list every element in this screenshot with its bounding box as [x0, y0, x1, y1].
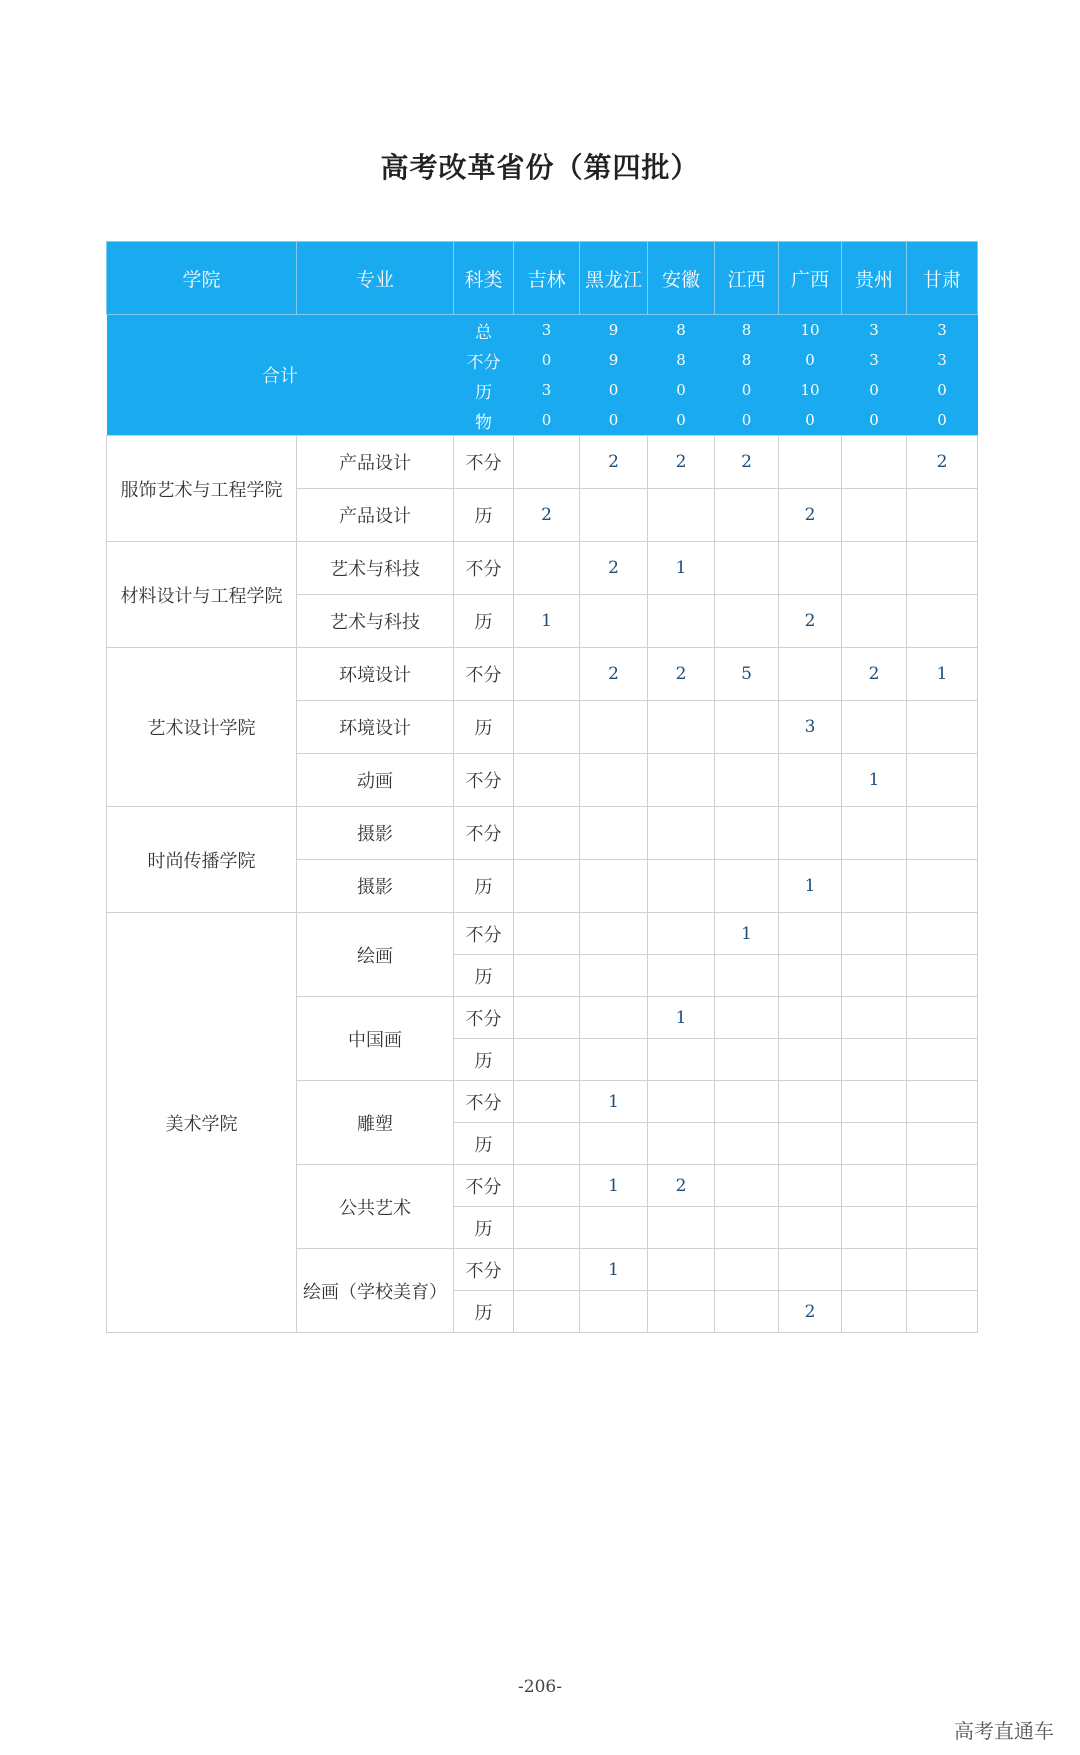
totals-cell: 3 [907, 315, 978, 346]
major-cell: 产品设计 [297, 436, 454, 489]
table-row [107, 807, 978, 860]
count-cell [907, 489, 978, 542]
count-cell [514, 1207, 580, 1249]
count-cell: 2 [648, 1165, 715, 1207]
count-cell [907, 1081, 978, 1123]
count-cell: 1 [842, 754, 907, 807]
subject-cell: 历 [454, 489, 514, 542]
major-cell: 环境设计 [297, 701, 454, 754]
count-cell [580, 1123, 648, 1165]
count-cell [715, 1207, 779, 1249]
count-cell [715, 701, 779, 754]
count-cell [514, 807, 580, 860]
totals-cell: 0 [514, 405, 580, 436]
count-cell [779, 648, 842, 701]
count-cell [779, 1207, 842, 1249]
count-cell [514, 1081, 580, 1123]
count-cell [514, 1123, 580, 1165]
subject-cell: 不分 [454, 436, 514, 489]
totals-cell: 0 [715, 405, 779, 436]
totals-cell: 8 [715, 315, 779, 346]
totals-cell: 0 [779, 345, 842, 375]
totals-cell: 8 [648, 345, 715, 375]
count-cell: 5 [715, 648, 779, 701]
header-subject: 科类 [454, 242, 514, 315]
header-province: 甘肃 [907, 242, 978, 315]
count-cell [842, 542, 907, 595]
count-cell: 3 [779, 701, 842, 754]
totals-cell: 9 [580, 315, 648, 346]
totals-cell: 3 [907, 345, 978, 375]
count-cell: 2 [715, 436, 779, 489]
major-cell: 艺术与科技 [297, 542, 454, 595]
totals-cell: 0 [907, 405, 978, 436]
count-cell [842, 1291, 907, 1333]
count-cell [779, 754, 842, 807]
count-cell [842, 997, 907, 1039]
enrollment-table [106, 241, 978, 1333]
table-row [107, 913, 978, 955]
subject-cell: 历 [454, 1207, 514, 1249]
count-cell [715, 1291, 779, 1333]
totals-section [107, 315, 978, 436]
subject-cell: 历 [454, 860, 514, 913]
count-cell [580, 860, 648, 913]
table-body [107, 436, 978, 1333]
count-cell [842, 701, 907, 754]
subject-cell: 历 [454, 701, 514, 754]
header-province: 黑龙江 [580, 242, 648, 315]
count-cell [648, 754, 715, 807]
count-cell [779, 1081, 842, 1123]
count-cell [907, 1291, 978, 1333]
count-cell [715, 595, 779, 648]
count-cell [648, 1249, 715, 1291]
count-cell [514, 754, 580, 807]
totals-row [107, 315, 978, 346]
college-cell: 艺术设计学院 [107, 648, 297, 807]
count-cell: 2 [779, 489, 842, 542]
major-cell: 摄影 [297, 807, 454, 860]
count-cell [514, 1165, 580, 1207]
table-row [107, 648, 978, 701]
totals-cell: 0 [580, 375, 648, 405]
count-cell [580, 955, 648, 997]
count-cell [779, 1165, 842, 1207]
header-college: 学院 [107, 242, 297, 315]
count-cell [842, 913, 907, 955]
count-cell [842, 1123, 907, 1165]
totals-cell: 3 [842, 345, 907, 375]
count-cell: 2 [907, 436, 978, 489]
count-cell [907, 542, 978, 595]
count-cell [715, 754, 779, 807]
header-province: 安徽 [648, 242, 715, 315]
count-cell [514, 955, 580, 997]
count-cell: 2 [779, 1291, 842, 1333]
count-cell: 1 [580, 1165, 648, 1207]
count-cell [648, 701, 715, 754]
count-cell [842, 1249, 907, 1291]
count-cell: 2 [779, 595, 842, 648]
count-cell [580, 1039, 648, 1081]
count-cell [514, 701, 580, 754]
count-cell [907, 1207, 978, 1249]
count-cell [907, 595, 978, 648]
count-cell [514, 913, 580, 955]
totals-cell: 0 [842, 375, 907, 405]
count-cell: 2 [648, 648, 715, 701]
count-cell [779, 955, 842, 997]
count-cell [907, 807, 978, 860]
count-cell [842, 860, 907, 913]
count-cell [907, 701, 978, 754]
major-cell: 产品设计 [297, 489, 454, 542]
totals-cell: 3 [514, 315, 580, 346]
count-cell [715, 955, 779, 997]
college-cell: 时尚传播学院 [107, 807, 297, 913]
watermark: 高考直通车 [954, 1719, 1054, 1743]
count-cell [779, 1123, 842, 1165]
count-cell: 2 [842, 648, 907, 701]
count-cell: 2 [580, 648, 648, 701]
major-cell: 环境设计 [297, 648, 454, 701]
subject-cell: 不分 [454, 754, 514, 807]
count-cell [907, 913, 978, 955]
count-cell [907, 1249, 978, 1291]
subject-cell: 历 [454, 1291, 514, 1333]
subject-cell: 历 [454, 1123, 514, 1165]
count-cell [715, 997, 779, 1039]
count-cell: 1 [907, 648, 978, 701]
count-cell [907, 860, 978, 913]
subject-cell: 不分 [454, 997, 514, 1039]
count-cell [648, 489, 715, 542]
count-cell [907, 1039, 978, 1081]
count-cell [514, 1039, 580, 1081]
count-cell [907, 1165, 978, 1207]
count-cell [779, 1039, 842, 1081]
subject-cell: 不分 [454, 913, 514, 955]
count-cell [842, 1039, 907, 1081]
count-cell [648, 1039, 715, 1081]
count-cell [580, 1207, 648, 1249]
count-cell [648, 1207, 715, 1249]
count-cell [779, 542, 842, 595]
count-cell [580, 701, 648, 754]
count-cell: 1 [580, 1081, 648, 1123]
count-cell [907, 955, 978, 997]
subject-cell: 历 [454, 1039, 514, 1081]
count-cell [514, 436, 580, 489]
count-cell [648, 955, 715, 997]
count-cell [842, 489, 907, 542]
count-cell [715, 1123, 779, 1165]
count-cell [514, 997, 580, 1039]
totals-cell: 0 [715, 375, 779, 405]
subject-cell: 不分 [454, 1165, 514, 1207]
subject-cell: 不分 [454, 1249, 514, 1291]
count-cell [514, 648, 580, 701]
totals-cell: 0 [648, 375, 715, 405]
totals-cell: 10 [779, 315, 842, 346]
subject-cell: 不分 [454, 542, 514, 595]
totals-cell: 3 [842, 315, 907, 346]
totals-kind: 历 [454, 375, 514, 405]
major-cell: 中国画 [297, 997, 454, 1081]
major-cell: 摄影 [297, 860, 454, 913]
count-cell [648, 1291, 715, 1333]
subject-cell: 历 [454, 955, 514, 997]
table-row [107, 436, 978, 489]
count-cell [648, 913, 715, 955]
totals-cell: 0 [580, 405, 648, 436]
count-cell: 1 [648, 997, 715, 1039]
totals-kind: 不分 [454, 345, 514, 375]
count-cell: 1 [779, 860, 842, 913]
count-cell [779, 997, 842, 1039]
header-province: 贵州 [842, 242, 907, 315]
count-cell [715, 1165, 779, 1207]
count-cell [779, 436, 842, 489]
college-cell: 服饰艺术与工程学院 [107, 436, 297, 542]
page-number: -206- [518, 1677, 562, 1697]
count-cell [514, 1249, 580, 1291]
count-cell [842, 955, 907, 997]
major-cell: 公共艺术 [297, 1165, 454, 1249]
count-cell [580, 754, 648, 807]
header-major: 专业 [297, 242, 454, 315]
table-header [107, 242, 978, 315]
count-cell [648, 595, 715, 648]
count-cell: 2 [648, 436, 715, 489]
totals-cell: 3 [514, 375, 580, 405]
page-title: 高考改革省份（第四批） [380, 151, 700, 184]
count-cell [842, 1081, 907, 1123]
count-cell: 2 [580, 542, 648, 595]
major-cell: 绘画（学校美育） [297, 1249, 454, 1333]
count-cell [715, 807, 779, 860]
college-cell: 美术学院 [107, 913, 297, 1333]
count-cell [648, 1081, 715, 1123]
header-row [107, 242, 978, 315]
major-cell: 雕塑 [297, 1081, 454, 1165]
count-cell [715, 1081, 779, 1123]
header-province: 广西 [779, 242, 842, 315]
major-cell: 动画 [297, 754, 454, 807]
count-cell [842, 1207, 907, 1249]
count-cell [580, 489, 648, 542]
count-cell [715, 542, 779, 595]
count-cell: 2 [514, 489, 580, 542]
count-cell [580, 1291, 648, 1333]
count-cell [580, 913, 648, 955]
count-cell [715, 860, 779, 913]
count-cell [514, 1291, 580, 1333]
header-province: 江西 [715, 242, 779, 315]
totals-cell: 0 [907, 375, 978, 405]
count-cell [580, 807, 648, 860]
count-cell [648, 1123, 715, 1165]
totals-cell: 0 [779, 405, 842, 436]
count-cell: 1 [648, 542, 715, 595]
count-cell: 2 [580, 436, 648, 489]
count-cell: 1 [715, 913, 779, 955]
count-cell [514, 542, 580, 595]
count-cell [907, 997, 978, 1039]
totals-label: 合计 [107, 315, 454, 436]
subject-cell: 不分 [454, 648, 514, 701]
totals-kind: 总 [454, 315, 514, 346]
count-cell: 1 [580, 1249, 648, 1291]
count-cell [779, 1249, 842, 1291]
totals-cell: 0 [842, 405, 907, 436]
count-cell [715, 489, 779, 542]
totals-kind: 物 [454, 405, 514, 436]
count-cell [907, 754, 978, 807]
totals-cell: 9 [580, 345, 648, 375]
count-cell [514, 860, 580, 913]
major-cell: 绘画 [297, 913, 454, 997]
count-cell [842, 1165, 907, 1207]
count-cell [842, 436, 907, 489]
totals-cell: 8 [648, 315, 715, 346]
count-cell [779, 807, 842, 860]
totals-cell: 0 [648, 405, 715, 436]
totals-cell: 10 [779, 375, 842, 405]
count-cell: 1 [514, 595, 580, 648]
subject-cell: 不分 [454, 807, 514, 860]
count-cell [580, 997, 648, 1039]
count-cell [842, 595, 907, 648]
header-province: 吉林 [514, 242, 580, 315]
table-row [107, 542, 978, 595]
count-cell [715, 1249, 779, 1291]
subject-cell: 历 [454, 595, 514, 648]
count-cell [648, 860, 715, 913]
totals-cell: 0 [514, 345, 580, 375]
subject-cell: 不分 [454, 1081, 514, 1123]
major-cell: 艺术与科技 [297, 595, 454, 648]
count-cell [715, 1039, 779, 1081]
totals-cell: 8 [715, 345, 779, 375]
count-cell [648, 807, 715, 860]
count-cell [842, 807, 907, 860]
count-cell [779, 913, 842, 955]
count-cell [907, 1123, 978, 1165]
college-cell: 材料设计与工程学院 [107, 542, 297, 648]
count-cell [580, 595, 648, 648]
